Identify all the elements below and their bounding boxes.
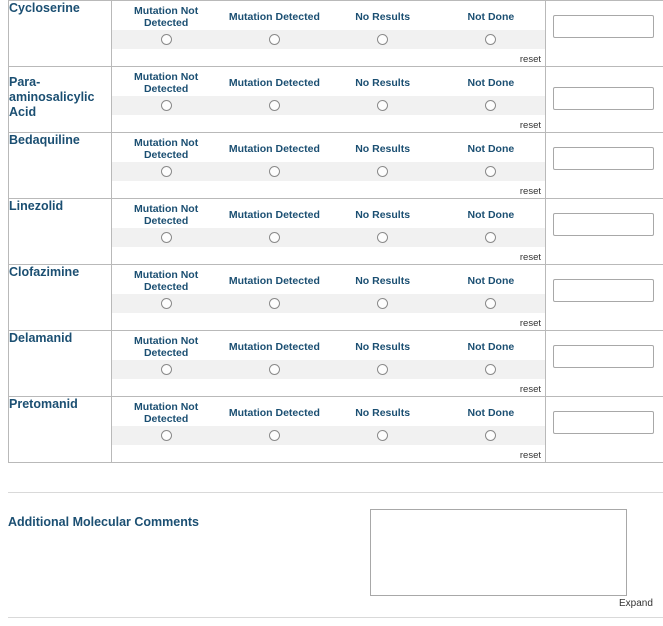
value-input[interactable] — [553, 345, 654, 368]
radio-button-mutation-not-detected[interactable] — [161, 298, 172, 309]
radio-button-mutation-not-detected[interactable] — [161, 232, 172, 243]
option-labels — [112, 199, 545, 227]
table-row — [9, 397, 663, 463]
option-labels — [112, 397, 545, 425]
radio-button-not-done[interactable] — [485, 364, 496, 375]
radio-button-no-results[interactable] — [377, 34, 388, 45]
radio-button-no-results[interactable] — [377, 364, 388, 375]
option-1 — [220, 67, 328, 95]
options-cell — [112, 67, 546, 133]
options-cell — [112, 133, 546, 199]
option-0 — [112, 331, 220, 359]
radio-cell-1[interactable] — [220, 298, 328, 309]
radio-button-not-done[interactable] — [485, 166, 496, 177]
option-2 — [329, 1, 437, 29]
option-2 — [329, 199, 437, 227]
radio-button-not-done[interactable] — [485, 100, 496, 111]
option-label: Mutation Not Detected — [134, 71, 199, 95]
radio-cell-0[interactable] — [112, 34, 220, 45]
radio-cell-1[interactable] — [220, 364, 328, 375]
option-2 — [329, 265, 437, 293]
radio-group[interactable] — [112, 228, 545, 247]
radio-cell-2[interactable] — [329, 298, 437, 309]
option-label: Mutation Not Detected — [134, 335, 199, 359]
radio-cell-2[interactable] — [329, 100, 437, 111]
option-1 — [220, 1, 328, 29]
drug-name-cell — [9, 397, 112, 463]
table-row — [9, 265, 663, 331]
radio-cell-0[interactable] — [112, 232, 220, 243]
radio-button-mutation-not-detected[interactable] — [161, 430, 172, 441]
option-label: Not Done — [467, 77, 515, 89]
radio-button-no-results[interactable] — [377, 166, 388, 177]
drug-label: Linezolid — [9, 199, 64, 213]
option-2 — [329, 331, 437, 359]
drug-label: Clofazimine — [9, 265, 80, 279]
radio-cell-1[interactable] — [220, 100, 328, 111]
options-cell — [112, 397, 546, 463]
option-label: No Results — [355, 143, 411, 155]
radio-button-mutation-detected[interactable] — [269, 232, 280, 243]
option-3 — [437, 67, 545, 95]
value-input[interactable] — [553, 411, 654, 434]
radio-group[interactable] — [112, 30, 545, 49]
radio-button-mutation-not-detected[interactable] — [161, 100, 172, 111]
table-row — [9, 331, 663, 397]
option-labels — [112, 265, 545, 293]
option-3 — [437, 133, 545, 161]
radio-button-mutation-detected[interactable] — [269, 34, 280, 45]
option-0 — [112, 133, 220, 161]
radio-cell-2[interactable] — [329, 166, 437, 177]
radio-cell-0[interactable] — [112, 364, 220, 375]
radio-cell-0[interactable] — [112, 430, 220, 441]
reset-link[interactable]: reset — [519, 186, 541, 197]
drug-label: Pretomanid — [9, 397, 78, 411]
option-1 — [220, 265, 328, 293]
radio-cell-0[interactable] — [112, 166, 220, 177]
value-input[interactable] — [553, 87, 654, 110]
radio-group[interactable] — [112, 294, 545, 313]
radio-cell-1[interactable] — [220, 232, 328, 243]
option-label: Mutation Detected — [228, 407, 320, 419]
option-0 — [112, 67, 220, 95]
reset-link[interactable]: reset — [519, 450, 541, 461]
radio-cell-3[interactable] — [437, 100, 545, 111]
option-labels — [112, 67, 545, 95]
option-label: Mutation Not Detected — [134, 137, 199, 161]
drug-label: Bedaquiline — [9, 133, 80, 147]
option-label: No Results — [355, 11, 411, 23]
drug-name-cell — [9, 133, 112, 199]
value-input[interactable] — [553, 279, 654, 302]
drug-label: Cycloserine — [9, 1, 80, 15]
comments-textarea[interactable] — [370, 509, 627, 596]
option-0 — [112, 1, 220, 29]
drug-name-cell — [9, 199, 112, 265]
reset-link[interactable]: reset — [519, 54, 541, 65]
option-label: Mutation Not Detected — [134, 401, 199, 425]
radio-group[interactable] — [112, 426, 545, 445]
table-row — [9, 67, 663, 133]
option-3 — [437, 397, 545, 425]
option-label: Mutation Detected — [228, 11, 320, 23]
radio-button-mutation-detected[interactable] — [269, 364, 280, 375]
option-2 — [329, 133, 437, 161]
value-input[interactable] — [553, 15, 654, 38]
options-cell — [112, 1, 546, 67]
option-0 — [112, 397, 220, 425]
option-label: No Results — [355, 407, 411, 419]
value-input[interactable] — [553, 213, 654, 236]
value-cell — [546, 199, 663, 265]
radio-button-no-results[interactable] — [377, 298, 388, 309]
option-label: No Results — [355, 209, 411, 221]
option-label: Not Done — [467, 341, 515, 353]
option-label: Mutation Not Detected — [134, 5, 199, 29]
radio-button-mutation-detected[interactable] — [269, 166, 280, 177]
radio-button-no-results[interactable] — [377, 430, 388, 441]
comments-label: Additional Molecular Comments — [8, 515, 199, 529]
option-1 — [220, 199, 328, 227]
drug-results-table — [8, 0, 663, 463]
value-cell — [546, 67, 663, 133]
option-label: No Results — [355, 341, 411, 353]
radio-button-mutation-not-detected[interactable] — [161, 364, 172, 375]
option-labels — [112, 133, 545, 161]
option-3 — [437, 331, 545, 359]
drug-label: Para-aminosalicylic Acid — [9, 75, 95, 119]
radio-cell-2[interactable] — [329, 364, 437, 375]
option-1 — [220, 397, 328, 425]
radio-button-mutation-detected[interactable] — [269, 298, 280, 309]
option-labels — [112, 331, 545, 359]
radio-button-mutation-not-detected[interactable] — [161, 34, 172, 45]
section-divider-bottom — [8, 617, 663, 618]
option-0 — [112, 265, 220, 293]
radio-cell-0[interactable] — [112, 298, 220, 309]
radio-button-no-results[interactable] — [377, 232, 388, 243]
option-2 — [329, 67, 437, 95]
radio-cell-2[interactable] — [329, 34, 437, 45]
value-cell — [546, 1, 663, 67]
option-0 — [112, 199, 220, 227]
reset-link[interactable]: reset — [519, 252, 541, 263]
option-label: Mutation Detected — [228, 209, 320, 221]
value-cell — [546, 133, 663, 199]
option-2 — [329, 397, 437, 425]
drug-name-cell — [9, 1, 112, 67]
option-label: Mutation Detected — [228, 341, 320, 353]
radio-cell-3[interactable] — [437, 166, 545, 177]
option-label: No Results — [355, 77, 411, 89]
option-label: Mutation Not Detected — [134, 203, 199, 227]
option-label: Not Done — [467, 407, 515, 419]
option-1 — [220, 331, 328, 359]
options-cell — [112, 199, 546, 265]
drug-name-cell — [9, 331, 112, 397]
reset-link[interactable]: reset — [519, 120, 541, 131]
option-label: Mutation Detected — [228, 77, 320, 89]
option-3 — [437, 1, 545, 29]
option-label: No Results — [355, 275, 411, 287]
table-row — [9, 199, 663, 265]
drug-name-cell — [9, 67, 112, 133]
drug-label: Delamanid — [9, 331, 73, 345]
option-label: Mutation Detected — [228, 143, 320, 155]
radio-cell-1[interactable] — [220, 34, 328, 45]
radio-button-no-results[interactable] — [377, 100, 388, 111]
option-label: Mutation Not Detected — [134, 269, 199, 293]
option-label: Not Done — [467, 209, 515, 221]
radio-group[interactable] — [112, 96, 545, 115]
table-row — [9, 1, 663, 67]
radio-group[interactable] — [112, 360, 545, 379]
option-label: Not Done — [467, 275, 515, 287]
value-cell — [546, 265, 663, 331]
radio-cell-3[interactable] — [437, 298, 545, 309]
value-cell — [546, 331, 663, 397]
option-3 — [437, 199, 545, 227]
radio-button-not-done[interactable] — [485, 232, 496, 243]
radio-button-not-done[interactable] — [485, 34, 496, 45]
drug-name-cell — [9, 265, 112, 331]
radio-cell-1[interactable] — [220, 430, 328, 441]
value-cell — [546, 397, 663, 463]
reset-link[interactable]: reset — [519, 384, 541, 395]
options-cell — [112, 331, 546, 397]
option-label: Not Done — [467, 143, 515, 155]
reset-link[interactable]: reset — [519, 318, 541, 329]
radio-cell-1[interactable] — [220, 166, 328, 177]
radio-cell-2[interactable] — [329, 232, 437, 243]
radio-group[interactable] — [112, 162, 545, 181]
radio-button-not-done[interactable] — [485, 430, 496, 441]
option-3 — [437, 265, 545, 293]
option-label: Not Done — [467, 11, 515, 23]
additional-molecular-comments-section — [8, 505, 663, 610]
option-1 — [220, 133, 328, 161]
radio-button-mutation-not-detected[interactable] — [161, 166, 172, 177]
radio-button-not-done[interactable] — [485, 298, 496, 309]
radio-cell-2[interactable] — [329, 430, 437, 441]
table-row — [9, 133, 663, 199]
radio-cell-3[interactable] — [437, 430, 545, 441]
radio-cell-3[interactable] — [437, 364, 545, 375]
option-labels — [112, 1, 545, 29]
radio-cell-0[interactable] — [112, 100, 220, 111]
radio-button-mutation-detected[interactable] — [269, 430, 280, 441]
expand-link[interactable]: Expand — [619, 598, 653, 609]
option-label: Mutation Detected — [228, 275, 320, 287]
radio-cell-3[interactable] — [437, 232, 545, 243]
value-input[interactable] — [553, 147, 654, 170]
section-divider-top — [8, 492, 663, 493]
radio-button-mutation-detected[interactable] — [269, 100, 280, 111]
options-cell — [112, 265, 546, 331]
radio-cell-3[interactable] — [437, 34, 545, 45]
